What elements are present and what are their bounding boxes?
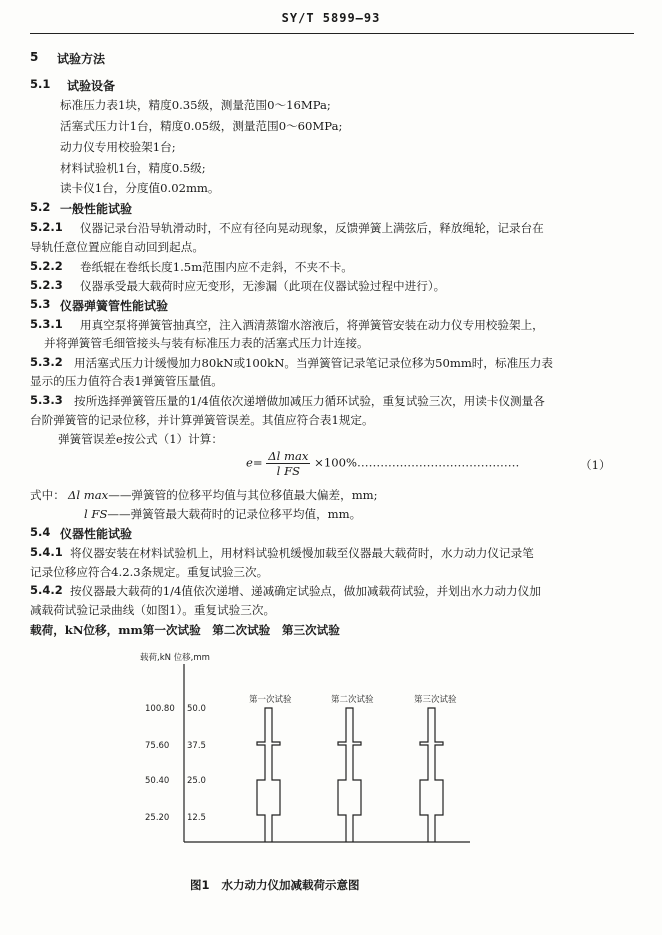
clause-5-2-1-number: 5.2.1 bbox=[30, 220, 63, 234]
trace-label-2: 第二次试验 bbox=[331, 695, 374, 705]
tick-load-label: 100.80 bbox=[145, 704, 175, 714]
error-formula bbox=[246, 449, 519, 478]
formula-numerator: Δl max bbox=[268, 449, 309, 463]
stray-figure-labels: 载荷，kN位移，mm第一次试验 第二次试验 第三次试验 bbox=[30, 623, 340, 637]
clause-5-2-2-number: 5.2.2 bbox=[30, 259, 63, 273]
figure-axis-label: 载荷,kN 位移,mm bbox=[140, 653, 210, 663]
clause-5-3-3-text: 按所选择弹簧管压量的1/4值依次递增做加减压力循环试验，重复试验三次，用读卡仪测量各 bbox=[74, 394, 545, 408]
formula-rhs: ×100%…………………………………… bbox=[314, 455, 520, 470]
where-desc-1: ——弹簧管的位移平均值与其位移值最大偏差，mm; bbox=[108, 488, 378, 502]
clause-5-3-3-number: 5.3.3 bbox=[30, 393, 63, 407]
clause-5-2-3-text: 仪器承受最大载荷时应无变形，无渗漏（此项在仪器试验过程中进行）。 bbox=[80, 279, 446, 293]
clause-5-3-1-number: 5.3.1 bbox=[30, 317, 63, 331]
clause-5-4-1-number: 5.4.1 bbox=[30, 545, 63, 559]
section-5-1-number: 5.1 bbox=[30, 77, 51, 91]
clause-5-3-2-text: 显示的压力值符合表1弹簧管压量值。 bbox=[30, 374, 223, 388]
formula-intro: 弹簧管误差e按公式（1）计算： bbox=[58, 432, 223, 446]
clause-5-3-2-text: 用活塞式压力计缓慢加力80kN或100kN。当弹簧管记录笔记录位移为50mm时，标准压力表 bbox=[74, 356, 553, 370]
formula-fraction bbox=[266, 449, 310, 478]
tick-disp-label: 12.5 bbox=[187, 813, 206, 823]
clause-5-2-1-text: 仪器记录台沿导轨滑动时，不应有径向晃动现象，反馈弹簧上满弦后，释放绳轮，记录台在 bbox=[80, 221, 544, 235]
trace-label-3: 第三次试验 bbox=[414, 695, 457, 705]
clause-5-2-1-text: 导轨任意位置应能自动回到起点。 bbox=[30, 240, 204, 254]
load-trace-3 bbox=[420, 708, 443, 842]
clause-5-3-3-text: 台阶弹簧管的记录位移，并计算弹簧管误差。其值应符合表1规定。 bbox=[30, 413, 374, 427]
where-line-2 bbox=[84, 506, 361, 522]
where-symbol-1: Δl max bbox=[68, 488, 109, 502]
where-desc-2: ——弹簧管最大载荷时的记录位移平均值，mm。 bbox=[107, 507, 362, 521]
equipment-item: 读卡仪1台，分度值0.02mm。 bbox=[60, 181, 220, 195]
clause-5-4-2-text: 减载荷试验记录曲线（如图1）。重复试验三次。 bbox=[30, 603, 276, 617]
clause-5-4-1-text: 将仪器安装在材料试验机上，用材料试验机缓慢加载至仪器最大载荷时，水力动力仪记录笔 bbox=[70, 546, 534, 560]
figure-number: 图1 bbox=[190, 878, 210, 892]
formula-denominator: l FS bbox=[276, 464, 301, 478]
clause-5-4-2-text: 按仪器最大载荷的1/4值依次递增、递减确定试验点，做加减载荷试验，并划出水力动力仪加 bbox=[70, 584, 541, 598]
section-5-2-title: 一般性能试验 bbox=[60, 202, 133, 216]
section-5-number: 5 bbox=[30, 50, 39, 64]
load-trace-1 bbox=[257, 708, 280, 842]
section-5-4-number: 5.4 bbox=[30, 525, 51, 539]
equipment-item: 标准压力表1块，精度0.35级，测量范围0～16MPa; bbox=[60, 98, 331, 112]
equipment-item: 材料试验机1台，精度0.5级; bbox=[60, 161, 206, 175]
equation-number: （1） bbox=[580, 458, 611, 472]
figure-title: 水力动力仪加减载荷示意图 bbox=[221, 878, 360, 892]
clause-5-3-2-number: 5.3.2 bbox=[30, 355, 63, 369]
where-symbol-2: l FS bbox=[84, 507, 108, 521]
header-rule bbox=[30, 33, 634, 34]
trace-label-1: 第一次试验 bbox=[249, 695, 292, 705]
equipment-item: 活塞式压力计1台，精度0.05级，测量范围0～60MPa; bbox=[60, 119, 343, 133]
clause-5-3-1-text: 用真空泵将弹簧管抽真空，注入酒清蒸馏水溶液后，将弹簧管安装在动力仪专用校验架上， bbox=[80, 318, 544, 332]
tick-disp-label: 50.0 bbox=[187, 704, 206, 714]
tick-disp-label: 37.5 bbox=[187, 741, 206, 751]
formula-lhs: e= bbox=[246, 455, 263, 470]
equipment-item: 动力仪专用校验架1台; bbox=[60, 140, 176, 154]
load-diagram bbox=[0, 640, 662, 900]
section-5-2-number: 5.2 bbox=[30, 200, 51, 214]
section-5-3-title: 仪器弹簧管性能试验 bbox=[60, 299, 169, 313]
section-5-title: 试验方法 bbox=[57, 52, 106, 66]
tick-disp-label: 25.0 bbox=[187, 776, 206, 786]
load-trace-2 bbox=[338, 708, 361, 842]
document-code: SY/T 5899—93 bbox=[281, 11, 381, 25]
tick-load-label: 75.60 bbox=[145, 741, 170, 751]
clause-5-2-2-text: 卷纸辊在卷纸长度1.5m范围内应不走斜，不夹不卡。 bbox=[80, 260, 353, 274]
clause-5-3-1-text: 并将弹簧管毛细管接头与装有标准压力表的活塞式压力计连接。 bbox=[44, 336, 369, 350]
section-5-3-number: 5.3 bbox=[30, 297, 51, 311]
where-line-1 bbox=[68, 487, 378, 503]
tick-load-label: 25.20 bbox=[145, 813, 170, 823]
figure-caption bbox=[190, 877, 360, 893]
clause-5-4-1-text: 记录位移应符合4.2.3条规定。重复试验三次。 bbox=[30, 565, 269, 579]
tick-load-label: 50.40 bbox=[145, 776, 170, 786]
where-label: 式中： bbox=[30, 488, 65, 502]
section-5-1-title: 试验设备 bbox=[67, 79, 116, 93]
clause-5-2-3-number: 5.2.3 bbox=[30, 278, 63, 292]
section-5-4-title: 仪器性能试验 bbox=[60, 527, 133, 541]
clause-5-4-2-number: 5.4.2 bbox=[30, 583, 63, 597]
